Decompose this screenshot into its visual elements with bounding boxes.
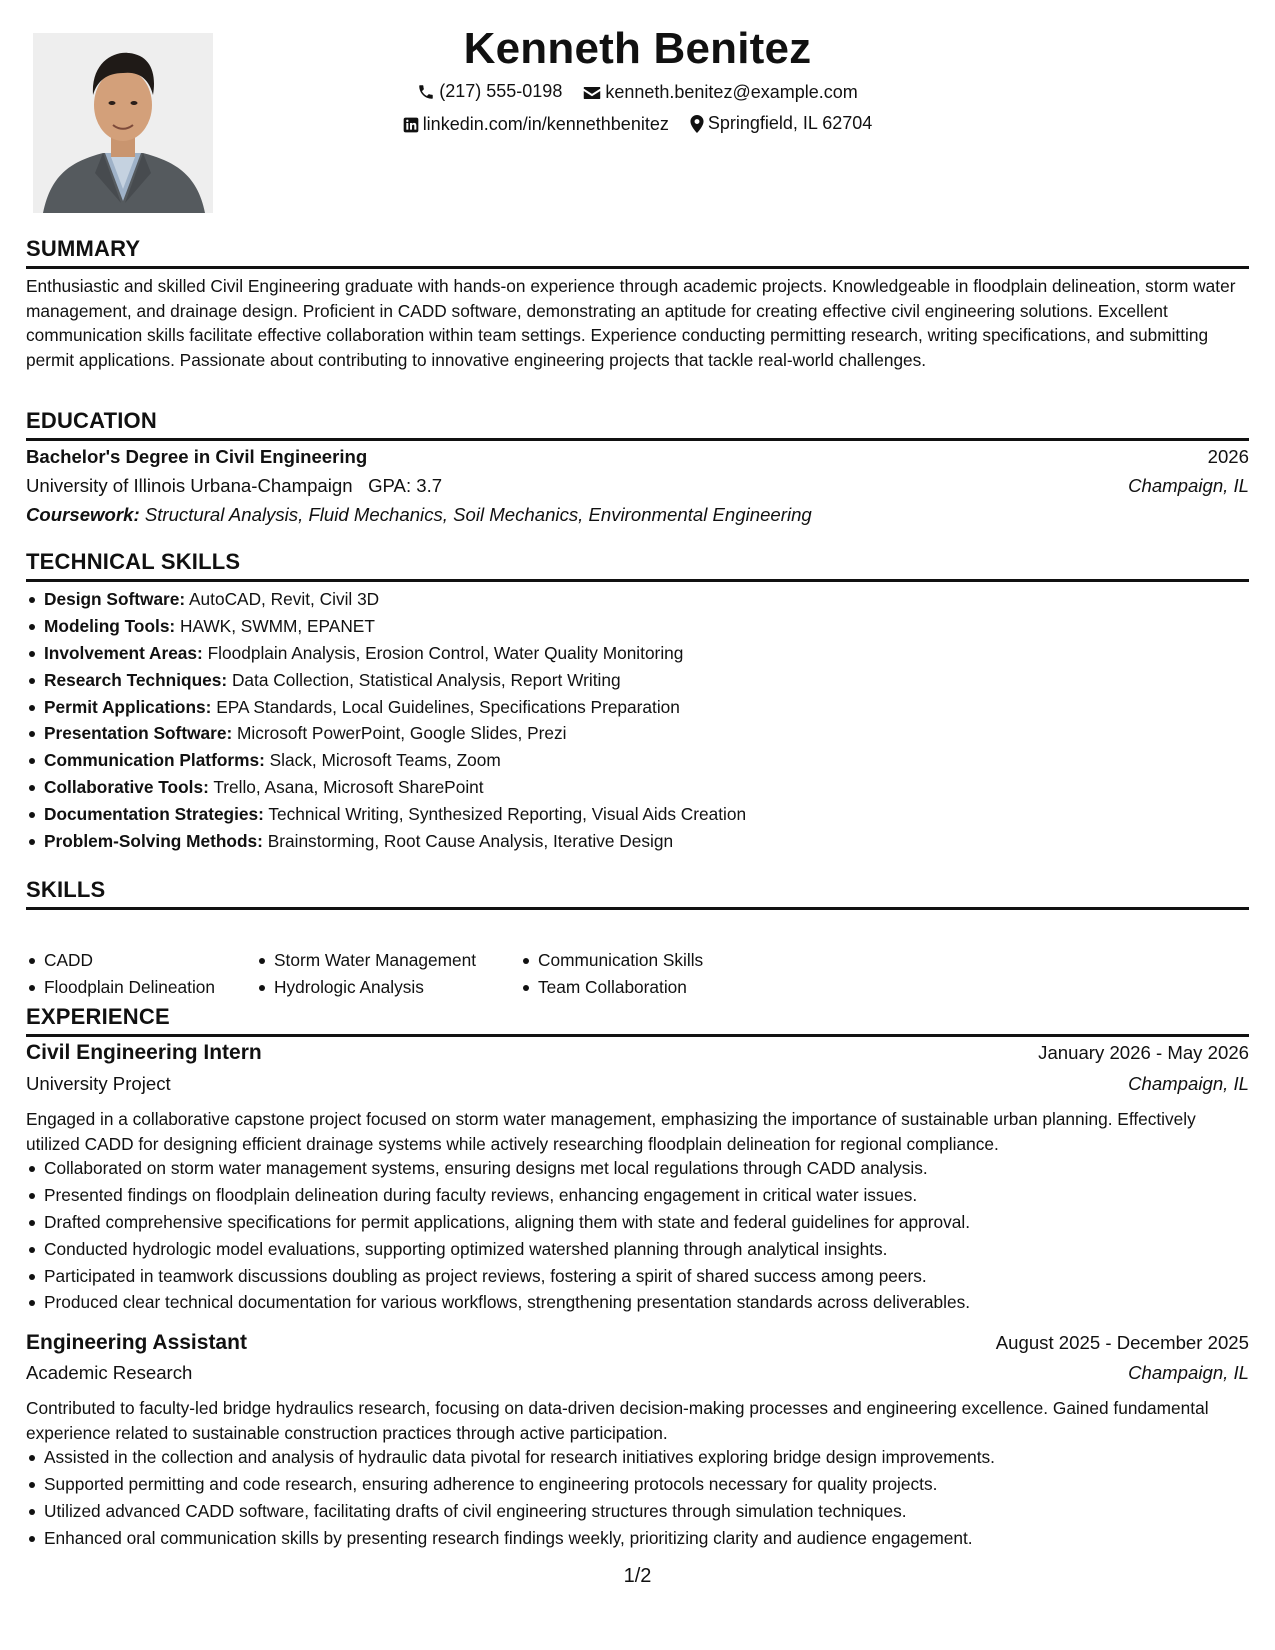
education-heading: EDUCATION: [26, 408, 1249, 441]
coursework-row: [26, 504, 1249, 526]
tech-skill-label: Research Techniques:: [44, 669, 228, 690]
job-2-bullets: [26, 1444, 995, 1552]
skill-item: Hydrologic Analysis: [256, 974, 520, 1001]
skill-item: Communication Skills: [520, 947, 820, 974]
skill-item: Storm Water Management: [256, 947, 520, 974]
tech-skill-value: Trello, Asana, Microsoft SharePoint: [213, 777, 484, 798]
education-row-2: [26, 475, 1249, 497]
tech-skill-value: EPA Standards, Local Guidelines, Specifications Preparation: [216, 696, 680, 717]
summary-heading: SUMMARY: [26, 236, 1249, 269]
linkedin-text: linkedin.com/in/kennethbenitez: [422, 114, 669, 134]
job-1-bullets: [26, 1155, 970, 1316]
coursework-label: Coursework:: [26, 504, 140, 525]
tech-skill-value: Brainstorming, Root Cause Analysis, Iterative Design: [267, 831, 674, 852]
school-location: Champaign, IL: [1128, 475, 1249, 496]
tech-skill-label: Problem-Solving Methods:: [44, 831, 263, 852]
job-1-subheader: [26, 1073, 1249, 1095]
job-title: Engineering Assistant: [26, 1331, 247, 1354]
phone-contact[interactable]: [417, 81, 562, 102]
tech-skill-item: [26, 828, 746, 855]
tech-skill-label: Modeling Tools:: [44, 615, 176, 636]
school-name: University of Illinois Urbana-Champaign: [26, 475, 353, 496]
gpa: GPA: 3.7: [368, 475, 443, 496]
linkedin-contact[interactable]: [403, 114, 669, 135]
tech-skill-item: [26, 747, 746, 774]
tech-skill-item: [26, 667, 746, 694]
tech-skill-value: Floodplain Analysis, Erosion Control, Water Quality Monitoring: [207, 642, 684, 663]
tech-skill-value: HAWK, SWMM, EPANET: [180, 615, 375, 636]
tech-skill-label: Design Software:: [44, 589, 186, 609]
tech-skill-item: [26, 640, 746, 667]
job-bullet: Enhanced oral communication skills by presenting research findings weekly, prioritizing clarity and audience engagement.: [26, 1525, 995, 1552]
job-bullet: Participated in teamwork discussions doubling as project reviews, fostering a spirit of shared success among peers.: [26, 1263, 970, 1290]
degree-title: Bachelor's Degree in Civil Engineering: [26, 446, 368, 467]
email-text: kenneth.benitez@example.com: [605, 82, 858, 102]
email-contact[interactable]: [583, 82, 857, 103]
tech-skill-label: Collaborative Tools:: [44, 777, 209, 798]
tech-skill-item: [26, 694, 746, 721]
skill-item: Team Collaboration: [520, 974, 820, 1001]
skills-column-2: [256, 947, 520, 1000]
tech-skill-value: AutoCAD, Revit, Civil 3D: [189, 589, 380, 609]
tech-skill-item: [26, 613, 746, 640]
contact-line-1: [26, 81, 1249, 106]
job-bullet: Supported permitting and code research, ensuring adherence to engineering protocols necessary for quality projects.: [26, 1471, 995, 1498]
experience-heading: EXPERIENCE: [26, 1004, 1249, 1037]
tech-skill-label: Presentation Software:: [44, 723, 233, 744]
school-line: [26, 475, 442, 497]
job-bullet: Utilized advanced CADD software, facilitating drafts of civil engineering structures through simulation techniques.: [26, 1498, 995, 1525]
phone-icon: [417, 83, 435, 101]
job-2-subheader: [26, 1362, 1249, 1384]
tech-skill-value: Data Collection, Statistical Analysis, Report Writing: [231, 669, 621, 690]
tech-skill-item: [26, 720, 746, 747]
job-bullet: Assisted in the collection and analysis of hydraulic data pivotal for research initiatives exploring bridge design improvements.: [26, 1444, 995, 1471]
linkedin-icon: [403, 117, 419, 133]
job-organization: Academic Research: [26, 1362, 193, 1383]
job-dates: August 2025 - December 2025: [995, 1332, 1249, 1353]
job-location: Champaign, IL: [1128, 1362, 1249, 1383]
tech-skill-item: [26, 801, 746, 828]
job-location: Champaign, IL: [1128, 1073, 1249, 1094]
resume-page: [26, 0, 1249, 1650]
skills-heading: SKILLS: [26, 877, 1249, 910]
skill-item: Floodplain Delineation: [26, 974, 256, 1001]
tech-skill-label: Documentation Strategies:: [44, 804, 264, 825]
job-bullet: Conducted hydrologic model evaluations, supporting optimized watershed planning through analytical insights.: [26, 1236, 970, 1263]
skills-column-1: [26, 947, 256, 1000]
job-dates: January 2026 - May 2026: [1038, 1042, 1249, 1063]
location-contact: [690, 113, 872, 134]
skill-item: CADD: [26, 947, 256, 974]
job-bullet: Drafted comprehensive specifications for permit applications, aligning them with state and federal guidelines for approval.: [26, 1209, 970, 1236]
tech-skill-item: [26, 774, 746, 801]
tech-skill-value: Microsoft PowerPoint, Google Slides, Prezi: [237, 723, 567, 744]
job-1-description: Engaged in a collaborative capstone project focused on storm water management, emphasizing the importance of sustainable urban planning. Effectively utilized CADD for designing efficient drainage systems while actively researching floodplain delineation for regional compliance.: [26, 1109, 1196, 1154]
education-row-1: [26, 446, 1249, 468]
job-title: Civil Engineering Intern: [26, 1041, 262, 1064]
candidate-name: Kenneth Benitez: [463, 24, 812, 73]
skills-column-3: [520, 947, 820, 1000]
job-organization: University Project: [26, 1073, 171, 1094]
technical-skills-heading: TECHNICAL SKILLS: [26, 549, 1249, 582]
coursework-line: [26, 504, 812, 526]
tech-skill-label: Permit Applications:: [44, 696, 212, 717]
tech-skill-value: Slack, Microsoft Teams, Zoom: [269, 750, 501, 771]
job-1-header: [26, 1041, 1249, 1065]
job-2-header: [26, 1331, 1249, 1355]
coursework-list: Structural Analysis, Fluid Mechanics, Soil Mechanics, Environmental Engineering: [144, 504, 812, 525]
tech-skill-value: Technical Writing, Synthesized Reporting, Visual Aids Creation: [268, 804, 747, 825]
tech-skill-label: Communication Platforms:: [44, 750, 265, 771]
job-bullet: Presented findings on floodplain delineation during faculty reviews, enhancing engagement in critical water issues.: [26, 1182, 970, 1209]
tech-skill-item: [26, 586, 746, 613]
page-number: 1/2: [623, 1565, 652, 1587]
location-text: Springfield, IL 62704: [707, 113, 873, 133]
envelope-icon: [583, 85, 601, 101]
tech-skill-label: Involvement Areas:: [44, 642, 203, 663]
job-2-description: Contributed to faculty-led bridge hydraulics research, focusing on data-driven decision-making processes and engineering excellence. Gained fundamental experience related to sustainable construction practices through active participation.: [26, 1398, 1209, 1443]
phone-text: (217) 555-0198: [439, 81, 563, 101]
job-bullet: Produced clear technical documentation for various workflows, strengthening presentation standards across deliverables.: [26, 1289, 970, 1316]
job-bullet: Collaborated on storm water management systems, ensuring designs met local regulations through CADD analysis.: [26, 1155, 970, 1182]
summary-text: Enthusiastic and skilled Civil Engineering graduate with hands-on experience through academic projects. Knowledgeable in floodplain delineation, storm water management, and drainage design. Proficient in CADD software, demonstrating an aptitude for creating effective civil engineering solutions. Excellent communication skills facilitate effective collaboration within team settings. Experience conducting permitting research, writing specifications, and submitting permit applications. Passionate about contributing to innovative engineering projects that tackle real-world challenges.: [26, 276, 1236, 370]
graduation-year: 2026: [1207, 446, 1249, 467]
map-pin-icon: [690, 115, 704, 133]
contact-line-2: [26, 113, 1249, 138]
technical-skills-list: [26, 586, 746, 855]
skills-columns: [26, 947, 820, 1000]
